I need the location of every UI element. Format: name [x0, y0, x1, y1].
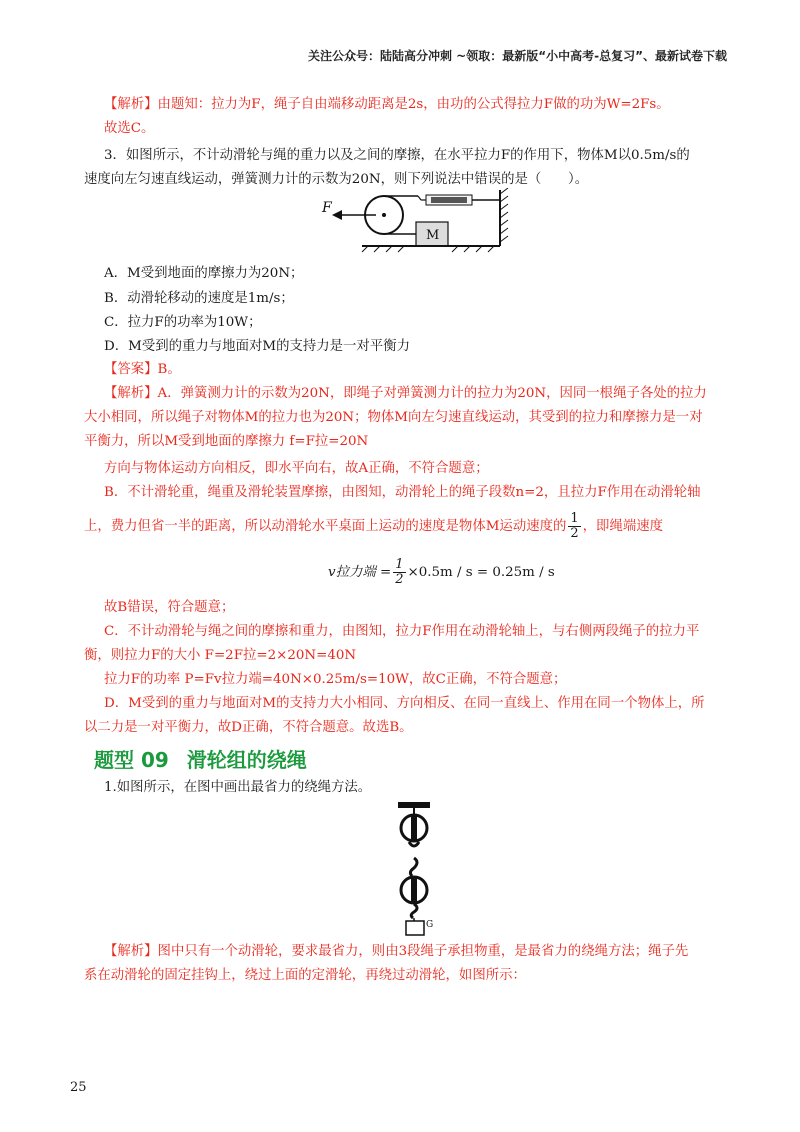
equation-fraction: $\frac{1}{2}$ [395, 557, 404, 587]
analysis-d-1: D．M受到的重力与地面对M的支持力大小相同、方向相反、在同一直线上、作用在同一个物体上，所 [104, 696, 705, 711]
analysis-b-2-text: 上，费力但省一半的距离，所以动滑轮水平桌面上运动的速度是物体M运动速度的 [84, 519, 567, 534]
option-c: C．拉力F的功率为10W； [104, 315, 262, 330]
analysis-d-2: 以二力是一对平衡力，故D正确，不符合题意。故选B。 [84, 720, 413, 735]
option-b: B．动滑轮移动的速度是1m/s； [104, 291, 294, 306]
q1-stem: 1.如图所示，在图中画出最省力的绕绳方法。 [104, 780, 372, 795]
section-number: 题型 09 [94, 748, 169, 772]
pulley-system-figure [392, 800, 442, 936]
section-heading [94, 744, 325, 773]
prev-choose: 故选C。 [104, 121, 155, 136]
q1-analysis-1: 【解析】图中只有一个动滑轮，要求最省力，则由3段绳子承担物重，是最省力的绕绳方法；绳子先 [104, 944, 689, 959]
equation-lhs: v拉力端 = [328, 565, 392, 580]
section-title: 滑轮组的绕绳 [186, 748, 307, 772]
analysis-c-3: 拉力F的功率 P=Fv拉力端=40N×0.25m/s=10W，故C正确，不符合题意； [104, 672, 567, 687]
answer: 【答案】B。 [104, 362, 181, 377]
prev-analysis: 【解析】由题知：拉力为F，绳子自由端移动距离是2s，由功的公式得拉力F做的功为W=2Fs。 [104, 97, 670, 112]
analysis-c-2: 衡，则拉力F的大小 F=2F拉=2×20N=40N [84, 648, 357, 663]
analysis-b-2-end: ，即绳端速度 [582, 519, 664, 534]
analysis-a-1: 【解析】A．弹簧测力计的示数为20N，即绳子对弹簧测力计的拉力为20N，因同一根绳子各处的拉力 [104, 386, 707, 401]
option-d: D．M受到的重力与地面对M的支持力是一对平衡力 [104, 339, 410, 354]
velocity-equation [328, 558, 555, 587]
analysis-b-2 [84, 512, 663, 541]
equation-rhs: ×0.5m / s = 0.25m / s [407, 565, 555, 580]
weight-label: G [426, 920, 434, 930]
analysis-a-3: 平衡力，所以M受到地面的摩擦力 f=F拉=20N [84, 434, 369, 449]
page-number: 25 [70, 1080, 87, 1095]
q1-analysis-2: 系在动滑轮的固定挂钩上，绕过上面的定滑轮，再绕过动滑轮，如图所示： [84, 968, 526, 983]
block-label: M [426, 228, 440, 243]
analysis-b-1: B．不计滑轮重，绳重及滑轮装置摩擦，由图知，动滑轮上的绳子段数n=2，且拉力F作用在动滑轮轴 [104, 485, 701, 500]
analysis-c-1: C．不计动滑轮与绳之间的摩擦和重力，由图知，拉力F作用在动滑轮轴上，与右侧两段绳子的拉力平 [104, 624, 700, 639]
q3-stem-2: 速度向左匀速直线运动，弹簧测力计的示数为20N，则下列说法中错误的是（ ）。 [84, 172, 589, 187]
force-label: F [322, 200, 332, 216]
pulley-horizontal-figure [318, 188, 514, 254]
analysis-b-3: 故B错误，符合题意； [104, 600, 235, 615]
analysis-a-2: 大小相同，所以绳子对物体M的拉力也为20N；物体M向左匀速直线运动，其受到的拉力和摩擦力是一对 [84, 410, 703, 425]
q3-stem-1: 3．如图所示，不计动滑轮与绳的重力以及之间的摩擦，在水平拉力F的作用下，物体M以0.5m/s的 [104, 148, 690, 163]
analysis-a-4: 方向与物体运动方向相反，即水平向右，故A正确，不符合题意； [104, 461, 489, 476]
fraction-half: $\frac{1}{2}$ [570, 511, 579, 541]
option-a: A．M受到地面的摩擦力为20N； [104, 266, 304, 281]
page-header: 关注公众号：陆陆高分冲刺 ~领取：最新版“小中高考-总复习”、最新试卷下载 [308, 49, 727, 63]
